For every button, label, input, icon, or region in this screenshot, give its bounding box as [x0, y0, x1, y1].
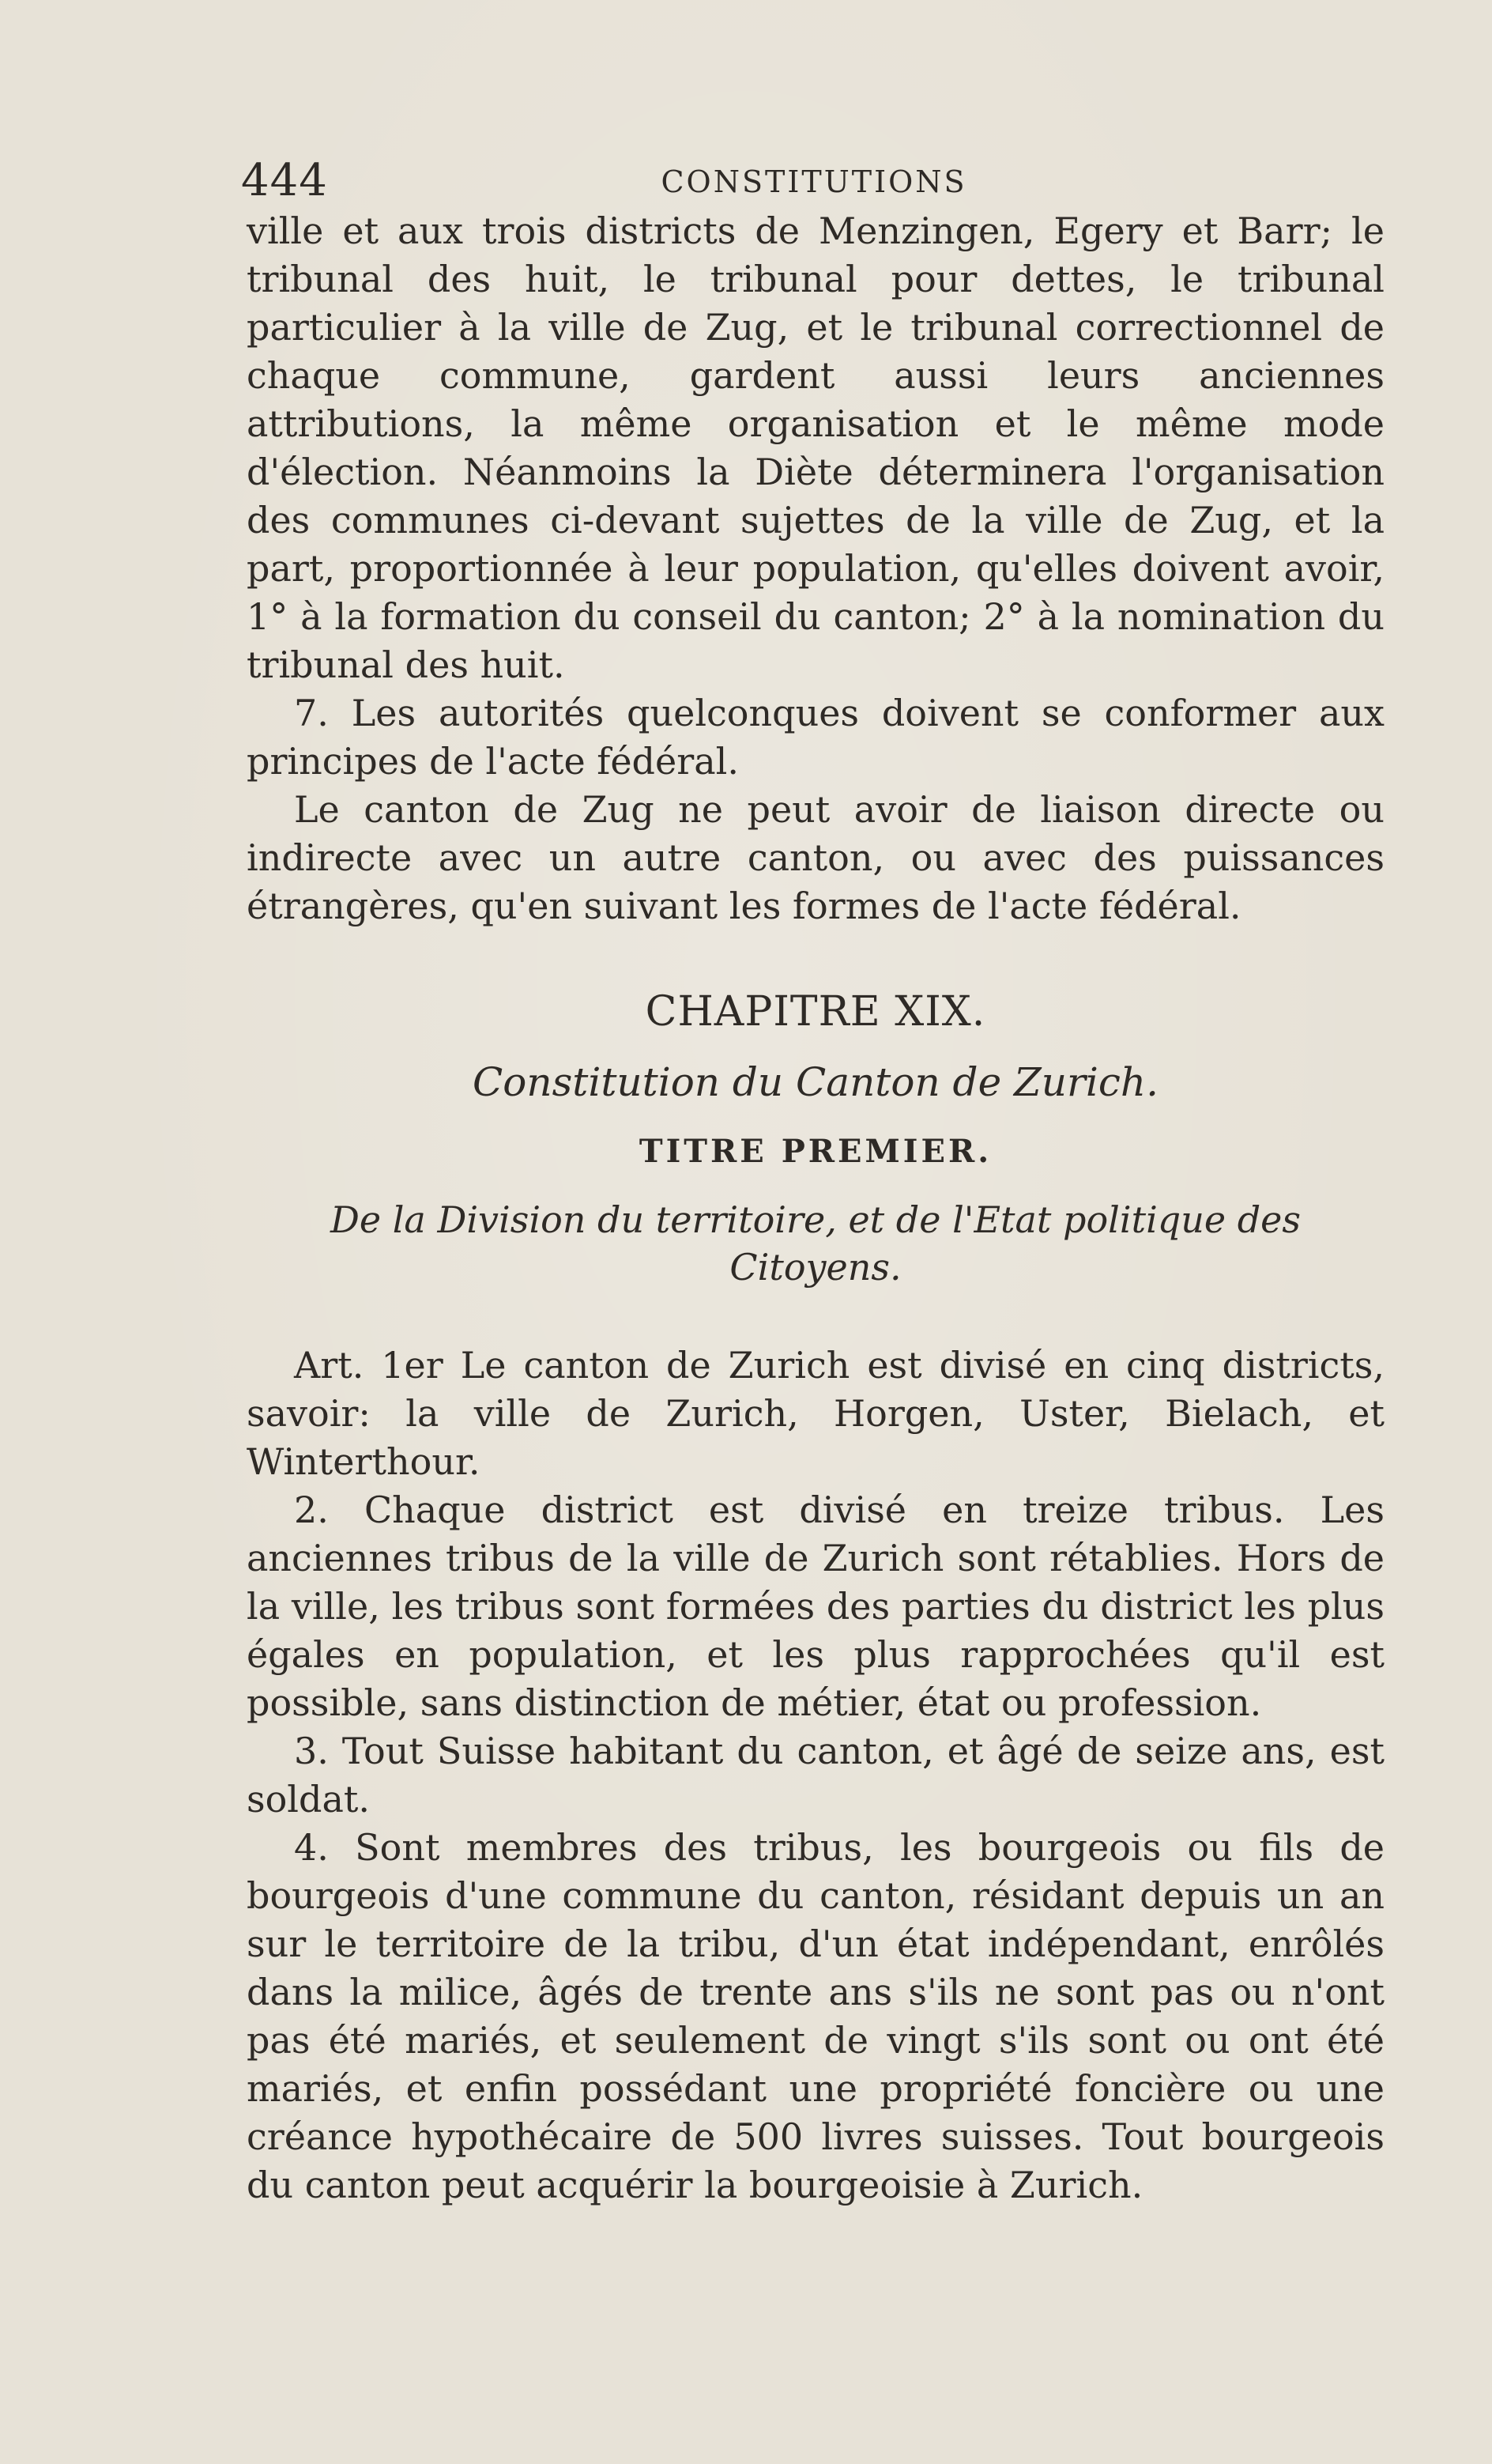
article-7: 7. Les autorités quelconques doivent se conformer aux principes de l'acte fédéral.	[247, 692, 1385, 783]
page-number: 444	[241, 155, 328, 206]
chapter-title: CHAPITRE XIX.	[645, 988, 986, 1036]
article-4: 4. Sont membres des tribus, les bourgeois ou fils de bourgeois d'une commune du canton, résidant depuis un an sur le territoire de la tribu, d'un état indépendant, enrôlés dans la milice, âgés de trente ans s'ils ne sont pas ou n'ont pas été mariés, et seulement de vingt s'ils sont ou ont été mariés, et enfin possédant une propriété foncière ou une créance hypothécaire de 500 livres suisses. Tout bourgeois du canton peut acquérir la bourgeoisie à Zurich.	[247, 1826, 1385, 2206]
title-heading: TITRE PREMIER.	[639, 1133, 993, 1170]
paragraph-liaison: Le canton de Zug ne peut avoir de liaison directe ou indirecte avec un autre canton, ou avec des puissances étrangères, qu'en suivant les formes de l'acte fédéral.	[247, 788, 1385, 927]
running-title: CONSTITUTIONS	[661, 164, 967, 199]
section-heading: De la Division du territoire, et de l'Etat politique des Citoyens.	[330, 1198, 1301, 1289]
paragraph-continuation: ville et aux trois districts de Menzingen, Egery et Barr; le tribunal des huit, le tribunal pour dettes, le tribunal particulier à la ville de Zug, et le tribunal correctionnel de chaque commune, gardent aussi leurs anciennes attributions, la même organisation et le même mode d'élection. Néanmoins la Diète déterminera l'organisation des communes ci-devant sujettes de la ville de Zug, et la part, proportionnée à leur population, qu'elles doivent avoir, 1° à la formation du conseil du canton; 2° à la nomination du tribunal des huit.	[247, 209, 1385, 686]
spacer	[247, 1291, 1385, 1341]
chapter-subtitle: Constitution du Canton de Zurich.	[473, 1059, 1159, 1105]
article-2: 2. Chaque district est divisé en treize tribus. Les anciennes tribus de la ville de Zurich sont rétablies. Hors de la ville, les tribus sont formées des parties du district les plus égales en population, et les plus rapprochées qu'il est possible, sans distinction de métier, état ou profession.	[247, 1489, 1385, 1724]
article-3: 3. Tout Suisse habitant du canton, et âgé de seize ans, est soldat.	[247, 1730, 1385, 1821]
page-text	[247, 207, 1385, 2209]
article-1: Art. 1er Le canton de Zurich est divisé en cinq districts, savoir: la ville de Zurich, Horgen, Uster, Bielach, et Winterthour.	[247, 1344, 1385, 1483]
